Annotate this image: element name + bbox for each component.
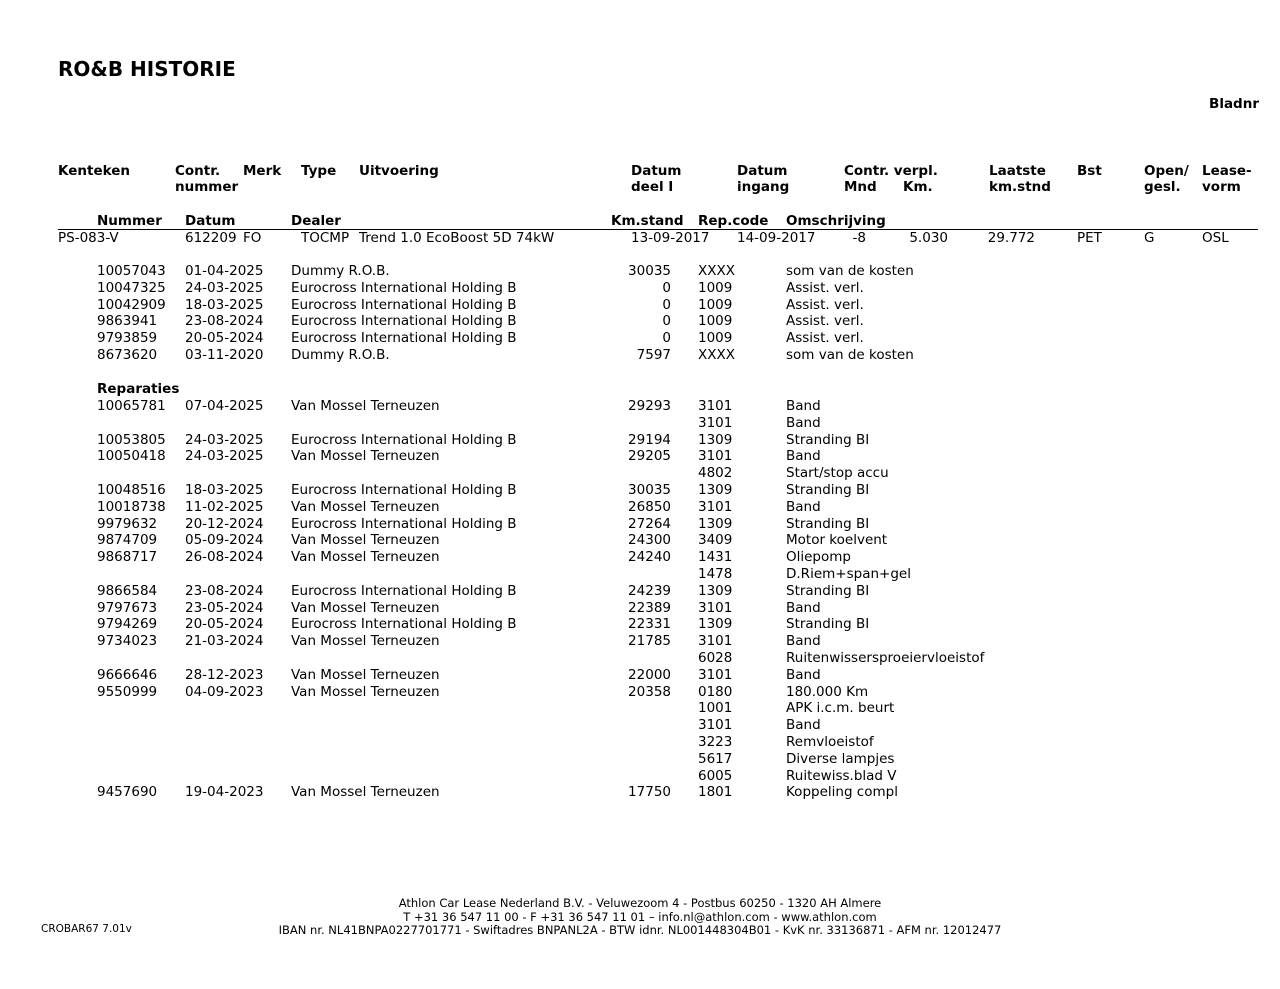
row-datum: 23-05-2024 bbox=[185, 599, 264, 616]
row-km: 7597 bbox=[636, 347, 671, 363]
header-mnd: Mnd bbox=[844, 179, 877, 195]
row-omschrijving: Band bbox=[786, 599, 821, 616]
row-repcode: 1431 bbox=[698, 549, 733, 566]
row-omschrijving: Stranding BI bbox=[786, 616, 870, 633]
row-repcode: 3409 bbox=[698, 532, 733, 549]
row-datum: 03-11-2020 bbox=[185, 347, 264, 363]
row-repcode: 6005 bbox=[698, 767, 733, 784]
subheader-datum: Datum bbox=[185, 213, 236, 229]
row-repcode: 3101 bbox=[698, 666, 733, 683]
row-dealer: Eurocross International Holding B bbox=[291, 330, 517, 347]
row-omschrijving: D.Riem+span+gel bbox=[786, 566, 911, 582]
row-datum: 04-09-2023 bbox=[185, 683, 264, 700]
header-ingang: ingang bbox=[737, 179, 790, 195]
row-omschrijving: Band bbox=[786, 633, 821, 650]
header-lease: Lease- bbox=[1202, 163, 1252, 179]
vehicle-lease-vorm: OSL bbox=[1202, 230, 1229, 246]
page-number-label: Bladnr bbox=[1209, 96, 1259, 112]
row-datum: 26-08-2024 bbox=[185, 549, 264, 566]
row-km: 22000 bbox=[628, 666, 671, 683]
row-nummer: 10057043 bbox=[97, 263, 166, 279]
row-dealer: Eurocross International Holding B bbox=[291, 279, 517, 296]
row-omschrijving: Remvloeistof bbox=[786, 734, 874, 750]
row-repcode: 1309 bbox=[698, 616, 733, 633]
row-nummer: 9457690 bbox=[97, 784, 158, 801]
row-omschrijving: Band bbox=[786, 498, 821, 515]
row-dealer: Van Mossel Terneuzen bbox=[291, 398, 440, 414]
row-datum: 24-03-2025 bbox=[185, 279, 264, 296]
row-km: 22331 bbox=[628, 616, 671, 633]
header-laatste: Laatste bbox=[989, 163, 1046, 179]
row-km: 30035 bbox=[628, 263, 671, 279]
row-nummer: 9874709 bbox=[97, 532, 158, 549]
row-dealer: Van Mossel Terneuzen bbox=[291, 666, 440, 683]
row-nummer: 10050418 bbox=[97, 448, 166, 465]
header-kmstnd: km.stnd bbox=[989, 179, 1051, 195]
row-dealer: Van Mossel Terneuzen bbox=[291, 448, 440, 465]
row-omschrijving: Diverse lampjes bbox=[786, 750, 895, 767]
header-datum: Datum bbox=[631, 163, 682, 179]
row-nummer: 9979632 bbox=[97, 515, 158, 532]
footer-bank-details: IBAN nr. NL41BNPA0227701771 - Swiftadres BNPANL2A - BTW idnr. NL001448304B01 - KvK nr. 33136871 - AFM nr. 12012477 bbox=[278, 923, 1002, 937]
row-omschrijving: APK i.c.m. beurt bbox=[786, 700, 895, 717]
row-datum: 28-12-2023 bbox=[185, 666, 264, 683]
row-dealer: Van Mossel Terneuzen bbox=[291, 498, 440, 515]
row-km: 29205 bbox=[628, 448, 671, 465]
row-omschrijving: som van de kosten bbox=[786, 347, 914, 363]
footer-address: Athlon Car Lease Nederland B.V. - Veluwezoom 4 - Postbus 60250 - 1320 AH Almere bbox=[398, 896, 882, 910]
vehicle-datum-ingang: 14-09-2017 bbox=[737, 230, 816, 246]
row-km: 0 bbox=[662, 313, 671, 330]
header-vorm: vorm bbox=[1202, 179, 1241, 195]
row-omschrijving: Band bbox=[786, 666, 821, 683]
row-dealer: Van Mossel Terneuzen bbox=[291, 633, 440, 650]
row-omschrijving: Ruitenwissersproeiervloeistof bbox=[786, 650, 985, 666]
row-omschrijving: Oliepomp bbox=[786, 549, 851, 566]
row-nummer: 10042909 bbox=[97, 296, 166, 313]
row-km: 29293 bbox=[628, 398, 671, 414]
row-km: 30035 bbox=[628, 482, 671, 498]
row-nummer: 10048516 bbox=[97, 482, 166, 498]
row-nummer: 9734023 bbox=[97, 633, 158, 650]
row-datum: 18-03-2025 bbox=[185, 296, 264, 313]
row-omschrijving: Assist. verl. bbox=[786, 279, 864, 296]
row-repcode: 1801 bbox=[698, 784, 733, 801]
row-omschrijving: 180.000 Km bbox=[786, 683, 869, 700]
row-omschrijving: Stranding BI bbox=[786, 582, 870, 599]
header-nummer: nummer bbox=[175, 179, 239, 195]
row-nummer: 9793859 bbox=[97, 330, 158, 347]
row-nummer: 9794269 bbox=[97, 616, 158, 633]
row-km: 0 bbox=[662, 279, 671, 296]
row-nummer: 9666646 bbox=[97, 666, 158, 683]
row-repcode: 1009 bbox=[698, 279, 733, 296]
header-deel1: deel I bbox=[631, 179, 674, 195]
subheader-repcode: Rep.code bbox=[698, 213, 769, 229]
row-dealer: Dummy R.O.B. bbox=[291, 347, 390, 363]
row-datum: 20-05-2024 bbox=[185, 616, 264, 633]
row-datum: 21-03-2024 bbox=[185, 633, 264, 650]
row-dealer: Eurocross International Holding B bbox=[291, 296, 517, 313]
row-omschrijving: Band bbox=[786, 448, 821, 465]
row-repcode: 1478 bbox=[698, 566, 733, 582]
vehicle-mnd: -8 bbox=[852, 230, 866, 246]
row-datum: 19-04-2023 bbox=[185, 784, 264, 801]
row-dealer: Eurocross International Holding B bbox=[291, 582, 517, 599]
header-km: Km. bbox=[903, 179, 933, 195]
subheader-nummer: Nummer bbox=[97, 213, 162, 229]
row-datum: 20-05-2024 bbox=[185, 330, 264, 347]
row-dealer: Dummy R.O.B. bbox=[291, 263, 390, 279]
row-km: 24240 bbox=[628, 549, 671, 566]
header-gesl: gesl. bbox=[1144, 179, 1181, 195]
row-datum: 11-02-2025 bbox=[185, 498, 264, 515]
row-repcode: 1001 bbox=[698, 700, 733, 717]
row-omschrijving: Stranding BI bbox=[786, 431, 870, 448]
header-merk: Merk bbox=[243, 163, 282, 179]
row-datum: 24-03-2025 bbox=[185, 431, 264, 448]
row-repcode: XXXX bbox=[698, 347, 735, 363]
row-omschrijving: Assist. verl. bbox=[786, 313, 864, 330]
reparaties-heading: Reparaties bbox=[97, 381, 180, 397]
header-contr-verpl: Contr. verpl. bbox=[844, 163, 938, 179]
vehicle-merk: FO bbox=[243, 230, 262, 246]
row-omschrijving: Band bbox=[786, 414, 821, 431]
row-repcode: 3223 bbox=[698, 734, 733, 750]
vehicle-bst: PET bbox=[1077, 230, 1102, 246]
row-nummer: 9868717 bbox=[97, 549, 158, 566]
row-omschrijving: Koppeling compl bbox=[786, 784, 898, 801]
row-repcode: 4802 bbox=[698, 465, 733, 482]
row-dealer: Eurocross International Holding B bbox=[291, 431, 517, 448]
row-omschrijving: Band bbox=[786, 717, 821, 734]
report-code: CROBAR67 7.01v bbox=[41, 923, 132, 935]
row-km: 21785 bbox=[628, 633, 671, 650]
row-datum: 07-04-2025 bbox=[185, 398, 264, 414]
row-datum: 23-08-2024 bbox=[185, 582, 264, 599]
row-repcode: 1009 bbox=[698, 313, 733, 330]
row-omschrijving: Assist. verl. bbox=[786, 330, 864, 347]
header-kenteken: Kenteken bbox=[58, 163, 130, 179]
row-omschrijving: som van de kosten bbox=[786, 263, 914, 279]
row-km: 0 bbox=[662, 330, 671, 347]
row-omschrijving: Start/stop accu bbox=[786, 465, 889, 482]
row-km: 20358 bbox=[628, 683, 671, 700]
row-dealer: Van Mossel Terneuzen bbox=[291, 683, 440, 700]
row-repcode: 5617 bbox=[698, 750, 733, 767]
header-uitvoering: Uitvoering bbox=[359, 163, 439, 179]
row-datum: 20-12-2024 bbox=[185, 515, 264, 532]
row-dealer: Van Mossel Terneuzen bbox=[291, 599, 440, 616]
row-dealer: Eurocross International Holding B bbox=[291, 616, 517, 633]
row-repcode: 3101 bbox=[698, 633, 733, 650]
row-omschrijving: Stranding BI bbox=[786, 515, 870, 532]
row-dealer: Eurocross International Holding B bbox=[291, 313, 517, 330]
row-km: 26850 bbox=[628, 498, 671, 515]
header-datum-ingang: Datum bbox=[737, 163, 788, 179]
subheader-kmstand: Km.stand bbox=[611, 213, 684, 229]
vehicle-type: TOCMP bbox=[301, 230, 350, 246]
row-datum: 01-04-2025 bbox=[185, 263, 264, 279]
row-datum: 05-09-2024 bbox=[185, 532, 264, 549]
row-km: 22389 bbox=[628, 599, 671, 616]
vehicle-laatste-km: 29.772 bbox=[987, 230, 1035, 246]
row-repcode: 3101 bbox=[698, 717, 733, 734]
vehicle-datum-deel1: 13-09-2017 bbox=[631, 230, 710, 246]
row-repcode: 1009 bbox=[698, 296, 733, 313]
footer-contact: T +31 36 547 11 00 - F +31 36 547 11 01 – info.nl@athlon.com - www.athlon.com bbox=[403, 910, 877, 924]
row-km: 27264 bbox=[628, 515, 671, 532]
row-repcode: 3101 bbox=[698, 599, 733, 616]
row-km: 0 bbox=[662, 296, 671, 313]
row-nummer: 9863941 bbox=[97, 313, 158, 330]
row-datum: 18-03-2025 bbox=[185, 482, 264, 498]
page-title: RO&B HISTORIE bbox=[58, 57, 236, 81]
row-dealer: Eurocross International Holding B bbox=[291, 482, 517, 498]
header-open: Open/ bbox=[1144, 163, 1189, 179]
row-km: 24239 bbox=[628, 582, 671, 599]
row-datum: 24-03-2025 bbox=[185, 448, 264, 465]
row-repcode: XXXX bbox=[698, 263, 735, 279]
header-bst: Bst bbox=[1077, 163, 1102, 179]
header-type: Type bbox=[301, 163, 337, 179]
row-repcode: 3101 bbox=[698, 398, 733, 414]
row-nummer: 9797673 bbox=[97, 599, 158, 616]
row-repcode: 1309 bbox=[698, 515, 733, 532]
row-nummer: 10065781 bbox=[97, 398, 166, 414]
vehicle-open-gesl: G bbox=[1144, 230, 1155, 246]
vehicle-contract: 612209 bbox=[185, 230, 237, 246]
row-omschrijving: Ruitewiss.blad V bbox=[786, 767, 897, 784]
row-repcode: 3101 bbox=[698, 448, 733, 465]
row-nummer: 9866584 bbox=[97, 582, 158, 599]
row-dealer: Eurocross International Holding B bbox=[291, 515, 517, 532]
vehicle-km: 5.030 bbox=[909, 230, 948, 246]
row-dealer: Van Mossel Terneuzen bbox=[291, 532, 440, 549]
subheader-dealer: Dealer bbox=[291, 213, 341, 229]
row-repcode: 3101 bbox=[698, 498, 733, 515]
row-repcode: 6028 bbox=[698, 650, 733, 666]
row-omschrijving: Assist. verl. bbox=[786, 296, 864, 313]
row-repcode: 1309 bbox=[698, 582, 733, 599]
row-repcode: 0180 bbox=[698, 683, 733, 700]
row-repcode: 1009 bbox=[698, 330, 733, 347]
vehicle-uitvoering: Trend 1.0 EcoBoost 5D 74kW bbox=[359, 230, 555, 246]
row-nummer: 10053805 bbox=[97, 431, 166, 448]
header-contr: Contr. bbox=[175, 163, 221, 179]
row-dealer: Van Mossel Terneuzen bbox=[291, 784, 440, 801]
subheader-omschrijving: Omschrijving bbox=[786, 213, 886, 229]
row-dealer: Van Mossel Terneuzen bbox=[291, 549, 440, 566]
row-nummer: 9550999 bbox=[97, 683, 158, 700]
row-datum: 23-08-2024 bbox=[185, 313, 264, 330]
row-repcode: 3101 bbox=[698, 414, 733, 431]
row-repcode: 1309 bbox=[698, 482, 733, 498]
vehicle-kenteken: PS-083-V bbox=[58, 230, 119, 246]
row-repcode: 1309 bbox=[698, 431, 733, 448]
row-nummer: 10047325 bbox=[97, 279, 166, 296]
row-omschrijving: Stranding BI bbox=[786, 482, 870, 498]
row-omschrijving: Band bbox=[786, 398, 821, 414]
row-km: 17750 bbox=[628, 784, 671, 801]
row-nummer: 10018738 bbox=[97, 498, 166, 515]
row-km: 29194 bbox=[628, 431, 671, 448]
row-omschrijving: Motor koelvent bbox=[786, 532, 888, 549]
row-nummer: 8673620 bbox=[97, 347, 158, 363]
row-km: 24300 bbox=[628, 532, 671, 549]
